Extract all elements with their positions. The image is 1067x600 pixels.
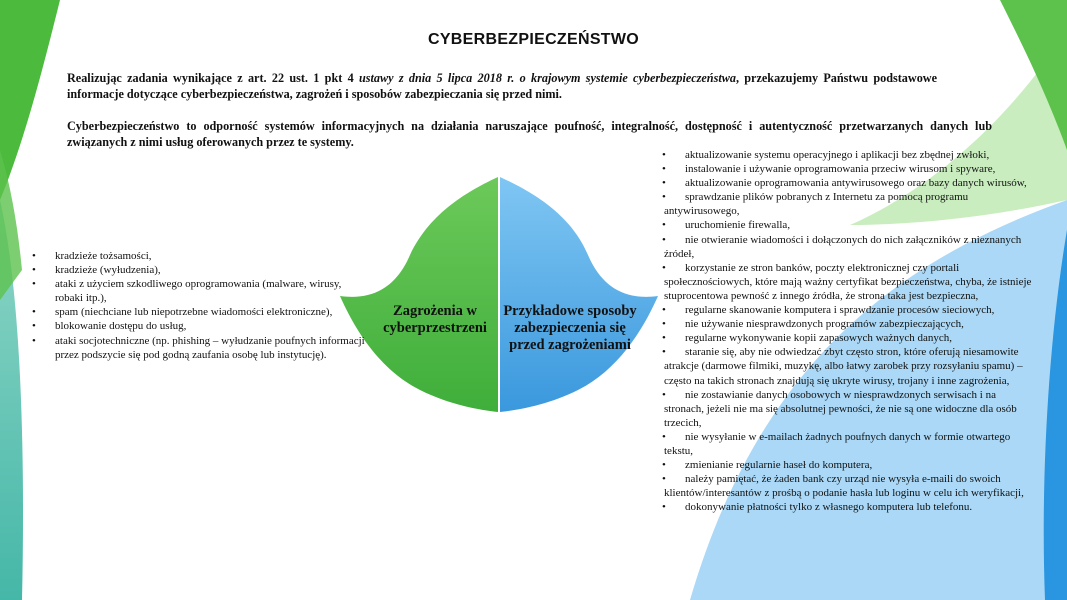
threat-item: • ataki socjotechniczne (np. phishing – wyłudzanie poufnych informacji przez podszycie się pod godną zaufania osobę lub instytucję). xyxy=(40,334,370,362)
method-item: • staranie się, aby nie odwiedzać zbyt często stron, które oferują niesamowite atrakcje (darmowe filmiki, muzykę, albo łatwy zarobek przy rozsyłaniu spamu) – często na takich stronach znajdują się ukryte wirusy, trojany i inne zagrożenia, xyxy=(664,345,1034,387)
intro-paragraph xyxy=(67,70,937,102)
threat-item: • blokowanie dostępu do usług, xyxy=(40,319,370,333)
method-item: • dokonywanie płatności tylko z własnego komputera lub telefonu. xyxy=(664,500,1034,514)
method-item: • zmienianie regularnie haseł do komputera, xyxy=(664,458,1034,472)
intro-text-start: Realizując zadania wynikające z art. 22 ust. 1 pkt 4 xyxy=(67,71,359,85)
method-item: • korzystanie ze stron banków, poczty elektronicznej czy portali społecznościowych, które mają ważny certyfikat bezpieczeństwa, chyba, że istnieje stuprocentowa pewność z innego źródła, że strona taka jest bezpieczna, xyxy=(664,261,1034,303)
leaf-right-label: Przykładowe sposoby zabezpieczenia się przed zagrożeniami xyxy=(503,303,637,353)
method-item: • aktualizowanie oprogramowania antywirusowego oraz bazy danych wirusów, xyxy=(664,176,1034,190)
definition-paragraph: Cyberbezpieczeństwo to odporność systemów informacyjnych na działania naruszające poufność, integralność, dostępność i autentyczność przetwarzanych danych lub związanych z nimi usług oferowanych przez te systemy. xyxy=(67,119,992,149)
threat-item: • spam (niechciane lub niepotrzebne wiadomości elektroniczne), xyxy=(40,305,370,319)
method-item: • należy pamiętać, że żaden bank czy urząd nie wysyła e-maili do swoich klientów/interesantów z prośbą o podanie hasła lub loginu w celu ich weryfikacji, xyxy=(664,472,1034,500)
intro-text-end: , przekazujemy Państwu podstawowe informacje dotyczące cyberbezpieczeństwa, zagrożeń i sposobów zabezpieczania się przed nimi. xyxy=(67,71,938,101)
method-item: • uruchomienie firewalla, xyxy=(664,218,1034,232)
method-item: • sprawdzanie plików pobranych z Internetu za pomocą programu antywirusowego, xyxy=(664,190,1034,218)
method-item: • aktualizowanie systemu operacyjnego i aplikacji bez zbędnej zwłoki, xyxy=(664,148,1034,162)
leaf-left-label: Zagrożenia w cyberprzestrzeni xyxy=(383,303,487,336)
law-title: ustawy z dnia 5 lipca 2018 r. o krajowym systemie cyberbezpieczeństwa xyxy=(358,71,736,85)
method-item: • nie otwieranie wiadomości i dołączonych do nich załączników z nieznanych źródeł, xyxy=(664,233,1034,261)
green-swoosh-top-left xyxy=(0,0,60,200)
method-item: • regularne skanowanie komputera i sprawdzanie procesów sieciowych, xyxy=(664,303,1034,317)
threat-item: • ataki z użyciem szkodliwego oprogramowania (malware, wirusy, robaki itp.), xyxy=(40,277,370,305)
method-item: • nie używanie niesprawdzonych programów zabezpieczających, xyxy=(664,317,1034,331)
threat-item: • kradzieże tożsamości, xyxy=(40,249,370,263)
method-item: • nie zostawianie danych osobowych w niesprawdzonych serwisach i na stronach, jeżeli nie ma się absolutnej pewności, że nie są one widoczne dla osób trzecich, xyxy=(664,388,1034,430)
threat-item: • kradzieże (wyłudzenia), xyxy=(40,263,370,277)
method-item: • nie wysyłanie w e-mailach żadnych poufnych danych w formie otwartego tekstu, xyxy=(664,430,1034,458)
protection-methods-list xyxy=(664,148,1034,514)
green-band-left xyxy=(0,150,22,300)
method-item: • regularne wykonywanie kopii zapasowych ważnych danych, xyxy=(664,331,1034,345)
method-item: • instalowanie i używanie oprogramowania przeciw wirusom i spyware, xyxy=(664,162,1034,176)
threats-list xyxy=(40,249,370,362)
page-title: CYBERBEZPIECZEŃSTWO xyxy=(427,31,640,48)
leaf-right-shape xyxy=(500,177,658,412)
